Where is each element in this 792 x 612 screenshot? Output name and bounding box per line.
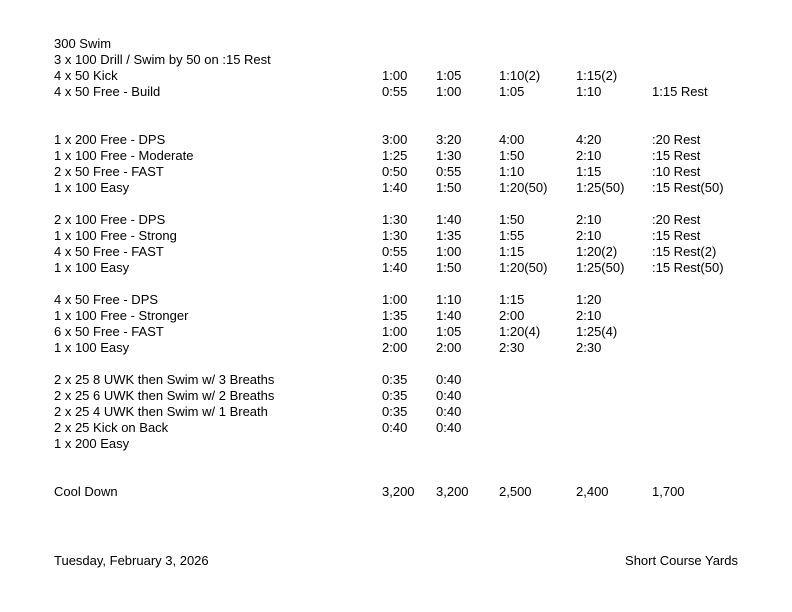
rest-cell: :15 Rest [652, 228, 701, 243]
rest-cell: :20 Rest [652, 212, 701, 227]
workout-set-cell: 2 x 100 Free - DPS [54, 212, 166, 227]
interval-3-cell: 1:05 [499, 84, 525, 99]
interval-3-cell: 4:00 [499, 132, 525, 147]
workout-set-cell: 1 x 100 Free - Moderate [54, 148, 194, 163]
workout-row [0, 68, 792, 84]
interval-1-cell: 0:35 [382, 388, 408, 403]
interval-1-cell: 1:30 [382, 212, 408, 227]
workout-set-cell: 4 x 50 Free - DPS [54, 292, 159, 307]
workout-row [0, 84, 792, 100]
footer-course-type: Short Course Yards [625, 553, 738, 568]
interval-4-cell: 4:20 [576, 132, 602, 147]
workout-row [0, 148, 792, 164]
interval-2-cell: 3:20 [436, 132, 462, 147]
interval-4-cell: 2,400 [576, 484, 609, 499]
interval-2-cell: 1:40 [436, 308, 462, 323]
interval-3-cell: 2:30 [499, 340, 525, 355]
interval-3-cell: 1:10 [499, 164, 525, 179]
workout-set-cell: 1 x 100 Easy [54, 340, 130, 355]
interval-2-cell: 1:40 [436, 212, 462, 227]
interval-4-cell: 1:25(4) [576, 324, 618, 339]
rest-cell: :10 Rest [652, 164, 701, 179]
interval-4-cell: 2:10 [576, 212, 602, 227]
interval-3-cell: 1:50 [499, 148, 525, 163]
interval-4-cell: 1:25(50) [576, 180, 625, 195]
workout-row [0, 292, 792, 308]
interval-4-cell: 1:20 [576, 292, 602, 307]
rest-cell: 1,700 [652, 484, 685, 499]
workout-set-cell: 2 x 50 Free - FAST [54, 164, 164, 179]
workout-set-cell: 1 x 100 Easy [54, 260, 130, 275]
rest-cell: :15 Rest(50) [652, 260, 724, 275]
workout-row [0, 324, 792, 340]
interval-3-cell: 2,500 [499, 484, 532, 499]
workout-set-cell: 1 x 100 Easy [54, 180, 130, 195]
interval-3-cell: 1:55 [499, 228, 525, 243]
interval-4-cell: 2:10 [576, 228, 602, 243]
interval-4-cell: 1:20(2) [576, 244, 618, 259]
interval-2-cell: 1:35 [436, 228, 462, 243]
interval-4-cell: 1:15(2) [576, 68, 618, 83]
workout-row [0, 212, 792, 228]
interval-2-cell: 1:50 [436, 260, 462, 275]
interval-2-cell: 1:10 [436, 292, 462, 307]
workout-set-cell: 2 x 25 4 UWK then Swim w/ 1 Breath [54, 404, 268, 419]
interval-1-cell: 1:00 [382, 324, 408, 339]
interval-2-cell: 1:05 [436, 324, 462, 339]
workout-set-cell: 2 x 25 Kick on Back [54, 420, 169, 435]
interval-1-cell: 1:35 [382, 308, 408, 323]
interval-1-cell: 1:00 [382, 68, 408, 83]
interval-1-cell: 3:00 [382, 132, 408, 147]
workout-set-cell: 1 x 100 Free - Strong [54, 228, 177, 243]
rest-cell: :15 Rest(2) [652, 244, 717, 259]
workout-row [0, 372, 792, 388]
workout-row [0, 180, 792, 196]
workout-row [0, 484, 792, 500]
interval-2-cell: 0:40 [436, 404, 462, 419]
workout-set-cell: Cool Down [54, 484, 118, 499]
interval-4-cell: 1:15 [576, 164, 602, 179]
interval-2-cell: 1:50 [436, 180, 462, 195]
interval-1-cell: 0:35 [382, 372, 408, 387]
interval-3-cell: 1:20(4) [499, 324, 541, 339]
interval-3-cell: 1:15 [499, 292, 525, 307]
interval-2-cell: 1:00 [436, 244, 462, 259]
workout-row [0, 132, 792, 148]
workout-row [0, 436, 792, 452]
interval-1-cell: 1:00 [382, 292, 408, 307]
interval-1-cell: 0:55 [382, 244, 408, 259]
interval-2-cell: 0:40 [436, 388, 462, 403]
interval-1-cell: 3,200 [382, 484, 415, 499]
workout-row [0, 260, 792, 276]
interval-2-cell: 0:40 [436, 420, 462, 435]
interval-1-cell: 0:55 [382, 84, 408, 99]
interval-4-cell: 1:25(50) [576, 260, 625, 275]
workout-set-cell: 4 x 50 Free - FAST [54, 244, 164, 259]
interval-3-cell: 1:20(50) [499, 260, 548, 275]
interval-2-cell: 1:30 [436, 148, 462, 163]
workout-set-cell: 1 x 200 Free - DPS [54, 132, 166, 147]
rest-cell: :20 Rest [652, 132, 701, 147]
interval-3-cell: 1:10(2) [499, 68, 541, 83]
interval-3-cell: 2:00 [499, 308, 525, 323]
interval-4-cell: 1:10 [576, 84, 602, 99]
interval-3-cell: 1:15 [499, 244, 525, 259]
interval-2-cell: 3,200 [436, 484, 469, 499]
interval-4-cell: 2:30 [576, 340, 602, 355]
interval-2-cell: 2:00 [436, 340, 462, 355]
workout-row [0, 420, 792, 436]
interval-3-cell: 1:20(50) [499, 180, 548, 195]
interval-4-cell: 2:10 [576, 148, 602, 163]
workout-set-cell: 4 x 50 Free - Build [54, 84, 161, 99]
workout-row [0, 228, 792, 244]
interval-2-cell: 1:05 [436, 68, 462, 83]
interval-1-cell: 1:30 [382, 228, 408, 243]
interval-2-cell: 0:40 [436, 372, 462, 387]
workout-row [0, 404, 792, 420]
interval-2-cell: 1:00 [436, 84, 462, 99]
workout-row [0, 164, 792, 180]
interval-4-cell: 2:10 [576, 308, 602, 323]
interval-2-cell: 0:55 [436, 164, 462, 179]
workout-set-cell: 3 x 100 Drill / Swim by 50 on :15 Rest [54, 52, 271, 67]
workout-row [0, 340, 792, 356]
workout-row [0, 308, 792, 324]
rest-cell: 1:15 Rest [652, 84, 708, 99]
rest-cell: :15 Rest(50) [652, 180, 724, 195]
interval-1-cell: 1:40 [382, 180, 408, 195]
workout-set-cell: 1 x 200 Easy [54, 436, 130, 451]
workout-row [0, 52, 792, 68]
interval-1-cell: 2:00 [382, 340, 408, 355]
workout-set-cell: 300 Swim [54, 36, 112, 51]
workout-set-cell: 2 x 25 6 UWK then Swim w/ 2 Breaths [54, 388, 275, 403]
workout-set-cell: 6 x 50 Free - FAST [54, 324, 164, 339]
footer-date: Tuesday, February 3, 2026 [54, 553, 209, 568]
interval-1-cell: 1:40 [382, 260, 408, 275]
rest-cell: :15 Rest [652, 148, 701, 163]
interval-1-cell: 0:50 [382, 164, 408, 179]
workout-set-cell: 1 x 100 Free - Stronger [54, 308, 189, 323]
interval-1-cell: 0:40 [382, 420, 408, 435]
workout-row [0, 388, 792, 404]
workout-set-cell: 2 x 25 8 UWK then Swim w/ 3 Breaths [54, 372, 275, 387]
interval-1-cell: 0:35 [382, 404, 408, 419]
workout-row [0, 36, 792, 52]
interval-3-cell: 1:50 [499, 212, 525, 227]
workout-row [0, 244, 792, 260]
workout-set-cell: 4 x 50 Kick [54, 68, 118, 83]
interval-1-cell: 1:25 [382, 148, 408, 163]
